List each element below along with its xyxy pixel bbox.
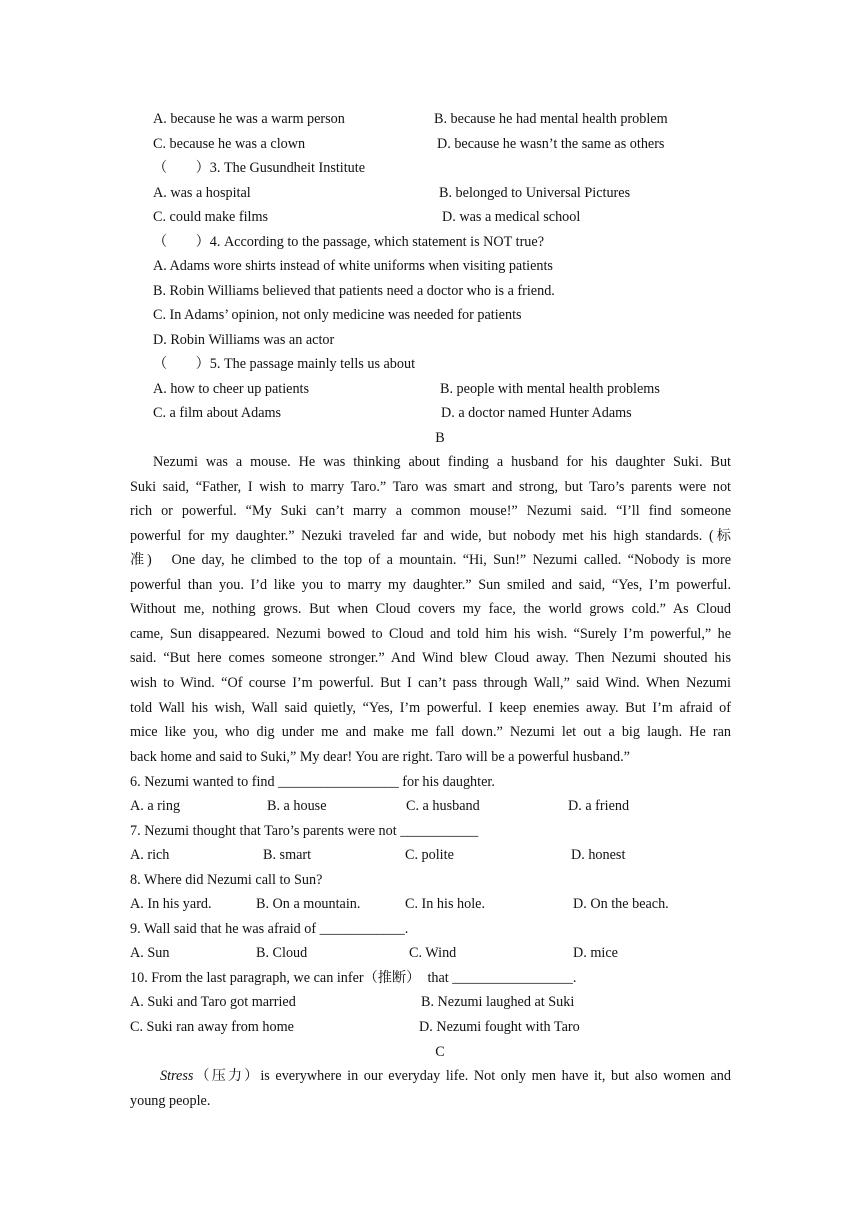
section-b-line: told Wall his wish, Wall said quietly, “Yes, I’m powerful. I keep enemies away. But I’m afraid of [130,699,731,716]
q10-option-d: D. Nezumi fought with Taro [419,1019,580,1035]
q8-option-b: B. On a mountain. [256,896,361,912]
q9-option-a: A. Sun [130,945,170,961]
section-b-line: powerful than you. I’d like you to marry my daughter.” Sun smiled and said, “Yes, I’m powerful. [130,576,731,593]
q3-stem: （ ）3. The Gusundheit Institute [153,160,366,176]
q6-option-b: B. a house [267,798,327,814]
q9-option-b: B. Cloud [256,945,308,961]
q10-option-a: A. Suki and Taro got married [130,994,296,1010]
stress-line-rest: （压力）is everywhere in our everyday life. Not only men have it, but also women and [193,1068,731,1084]
q7-option-c: C. polite [405,847,454,863]
section-c-heading: C [435,1044,445,1060]
q4-option-a: A. Adams wore shirts instead of white uniforms when visiting patients [153,258,553,274]
section-b-line: Without me, nothing grows. But when Cloud covers my face, the world grows cold.” As Cloud [130,601,731,618]
section-b-line: Suki said, “Father, I wish to marry Taro.” Taro was smart and strong, but Taro’s parents were not [130,478,731,495]
q7-stem: 7. Nezumi thought that Taro’s parents were not ___________ [130,823,479,839]
section-b-line: powerful for my daughter.” Nezuki traveled far and wide, but nobody met his high standards. (标 [130,527,731,544]
q5-option-b: B. people with mental health problems [440,381,660,397]
q4-option-b: B. Robin Williams believed that patients need a doctor who is a friend. [153,283,555,299]
section-b-line: back home and said to Suki,” My dear! You are right. Taro will be a powerful husband.” [130,748,630,765]
q3-option-c: C. could make films [153,209,269,225]
q7-option-d: D. honest [571,847,626,863]
q3-option-b: B. belonged to Universal Pictures [439,185,631,201]
q7-option-a: A. rich [130,847,170,863]
q8-stem: 8. Where did Nezumi call to Sun? [130,872,323,888]
section-c-line-1 [160,1067,731,1085]
q9-option-d: D. mice [573,945,618,961]
section-b-line: 准) One day, he climbed to the top of a mountain. “Hi, Sun!” Nezumi called. “Nobody is more [130,552,731,569]
q3-option-a: A. was a hospital [153,185,251,201]
q2-option-a: A. because he was a warm person [153,111,345,127]
q2-option-b: B. because he had mental health problem [434,111,668,127]
q9-option-c: C. Wind [409,945,457,961]
section-c-line-2: young people. [130,1093,211,1109]
q2-option-c: C. because he was a clown [153,136,306,152]
q6-option-d: D. a friend [568,798,630,814]
section-b-line: said. “But here comes someone stronger.” And Wind blew Cloud away. Then Nezumi shouted his [130,650,731,667]
q3-option-d: D. was a medical school [442,209,581,225]
q8-option-a: A. In his yard. [130,896,212,912]
section-b-line: rich or powerful. “My Suki can’t marry a common mouse!” Nezumi said. “I’ll find someone [130,503,731,520]
q7-option-b: B. smart [263,847,312,863]
q5-stem: （ ）5. The passage mainly tells us about [153,356,416,372]
q8-option-c: C. In his hole. [405,896,485,912]
q4-stem: （ ）4. According to the passage, which statement is NOT true? [153,234,544,250]
q5-option-d: D. a doctor named Hunter Adams [441,405,632,421]
q10-option-c: C. Suki ran away from home [130,1019,294,1035]
q5-option-a: A. how to cheer up patients [153,381,310,397]
q6-stem: 6. Nezumi wanted to find _________________ for his daughter. [130,774,495,790]
section-b-line: mice like you, who dig under me and make me fall down.” Nezumi let out a big laugh. He ran [130,724,731,741]
q10-stem: 10. From the last paragraph, we can infer（推断） that _________________. [130,970,577,986]
q5-option-c: C. a film about Adams [153,405,282,421]
q6-option-c: C. a husband [406,798,480,814]
q9-stem: 9. Wall said that he was afraid of ____________. [130,921,409,937]
q10-option-b: B. Nezumi laughed at Suki [421,994,575,1010]
q8-option-d: D. On the beach. [573,896,669,912]
section-b-line: Nezumi was a mouse. He was thinking about finding a husband for his daughter Suki. But [153,454,731,470]
section-b-heading: B [435,430,445,446]
q4-option-c: C. In Adams’ opinion, not only medicine was needed for patients [153,307,522,323]
section-b-line: came, Sun disappeared. Nezumi bowed to Cloud and told him his wish. “Surely I’m powerful,” he [130,625,731,642]
q4-option-d: D. Robin Williams was an actor [153,332,335,348]
q6-option-a: A. a ring [130,798,181,814]
q2-option-d: D. because he wasn’t the same as others [437,136,665,152]
section-b-line: wish to Wind. “Of course I’m powerful. But I can’t pass through Wall,” said Wind. When Nezumi [130,674,731,691]
stress-word: Stress [160,1068,194,1084]
